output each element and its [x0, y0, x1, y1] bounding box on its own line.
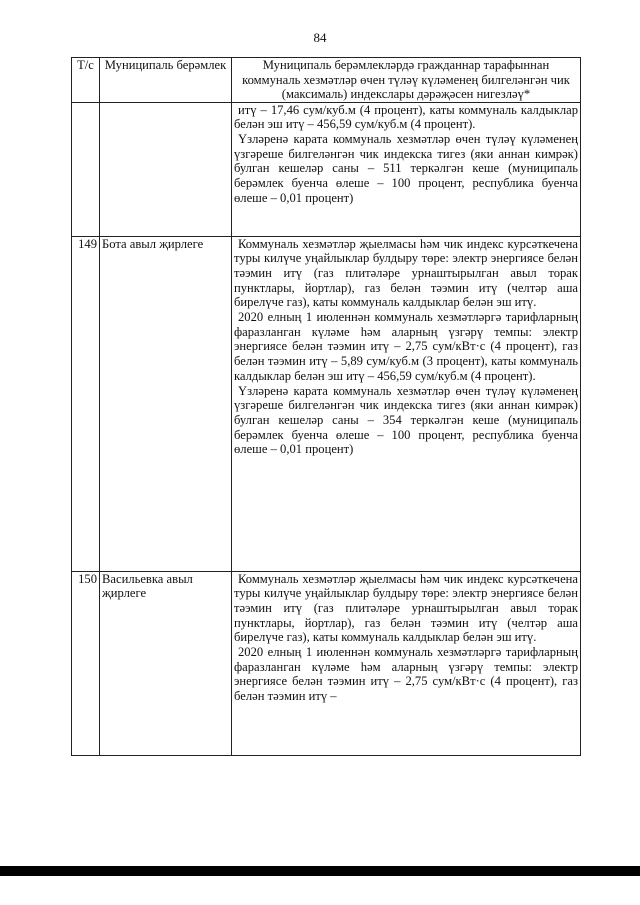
- row-paragraph: Үзләренә карата коммуналь хезмәтләр өчен түләү күләменең үзгәреше билгеләнгән чик индекска тигез (яки аннан кимрәк) булган кешеләр саны – 354 теркәлгән кеше (муниципаль берәмлек буенча өлеше – 100 процент, республика буенча өлеше – 0,01 процент): [234, 383, 578, 457]
- row-municipality: Васильевка авыл җирлеге: [100, 571, 232, 755]
- row-paragraph: Үзләренә карата коммуналь хезмәтләр өчен түләү күләменең үзгәреше билгеләнгән чик индекска тигез (яки аннан кимрәк) булган кешеләр саны – 511 теркәлгән кеше (муниципаль берәмлек буенча өлеше – 100 процент, республика буенча өлеше – 0,01 процент): [234, 131, 578, 205]
- page-number: 84: [313, 30, 327, 45]
- table-row: [72, 236, 581, 571]
- row-number: [72, 102, 100, 236]
- scan-bottom-border: [0, 866, 640, 876]
- row-paragraph: 2020 елның 1 июленнән коммуналь хезмәтләргә тарифларның фаразланган күләме һәм аларның үзгәрү темпы: электр энергиясе белән тәэмин итү – 2,75 сум/кВт·с (4 процент), газ белән тәэмин итү – 5,89 сум/куб.м (3 процент), каты коммуналь калдыклар белән эш итү – 456,59 сум/куб.м (4 процент).: [234, 310, 578, 383]
- row-text: [232, 571, 581, 755]
- row-municipality: [100, 102, 232, 236]
- row-municipality: Бота авыл җирлеге: [100, 236, 232, 571]
- row-paragraph: итү – 17,46 сум/куб.м (4 процент), каты коммуналь калдыклар белән эш итү – 456,59 сум/куб.м (4 процент).: [234, 102, 578, 132]
- row-paragraph: Коммуналь хезмәтләр җыелмасы һәм чик индекс курсәткечена туры килүче уңайлыклар булдыру төре: электр энергиясе белән тәэмин итү (газ плитәләре урнаштырылган авыл торак пунктлары, йортлар), газ белән тәэмин итү (челтәр аша бирелүче газ), каты коммуналь калдыклар белән эш итү.: [234, 571, 578, 645]
- row-text: [232, 102, 581, 236]
- table-row: [72, 102, 581, 236]
- row-number: 149: [72, 236, 100, 571]
- table-row: [72, 571, 581, 755]
- row-paragraph: 2020 елның 1 июленнән коммуналь хезмәтләргә тарифларның фаразланган күләме һәм аларның үзгәрү темпы: электр энергиясе белән тәэмин итү – 2,75 сум/кВт·с (4 процент), газ белән тәэмин итү –: [234, 645, 578, 704]
- header-number: Т/с: [72, 58, 100, 103]
- header-index-justification: Муниципаль берәмлекләрдә гражданнар тарафыннан коммуналь хезмәтләр өчен түләү күләменең билгеләнгән чик (максималь) индекслары дәрәҗәсен нигезләү*: [232, 58, 581, 103]
- row-text: [232, 236, 581, 571]
- row-paragraph: Коммуналь хезмәтләр җыелмасы һәм чик индекс курсәткечена туры килүче уңайлыклар булдыру төре: электр энергиясе белән тәэмин итү (газ плитәләре урнаштырылган авыл торак пунктлары, йортлар), газ белән тәэмин итү (челтәр аша бирелүче газ), каты коммуналь калдыклар белән эш итү.: [234, 236, 578, 310]
- table-header-row: [72, 58, 581, 103]
- row-number: 150: [72, 571, 100, 755]
- tariff-index-table: [71, 57, 581, 756]
- header-municipality: Муниципаль берәмлек: [100, 58, 232, 103]
